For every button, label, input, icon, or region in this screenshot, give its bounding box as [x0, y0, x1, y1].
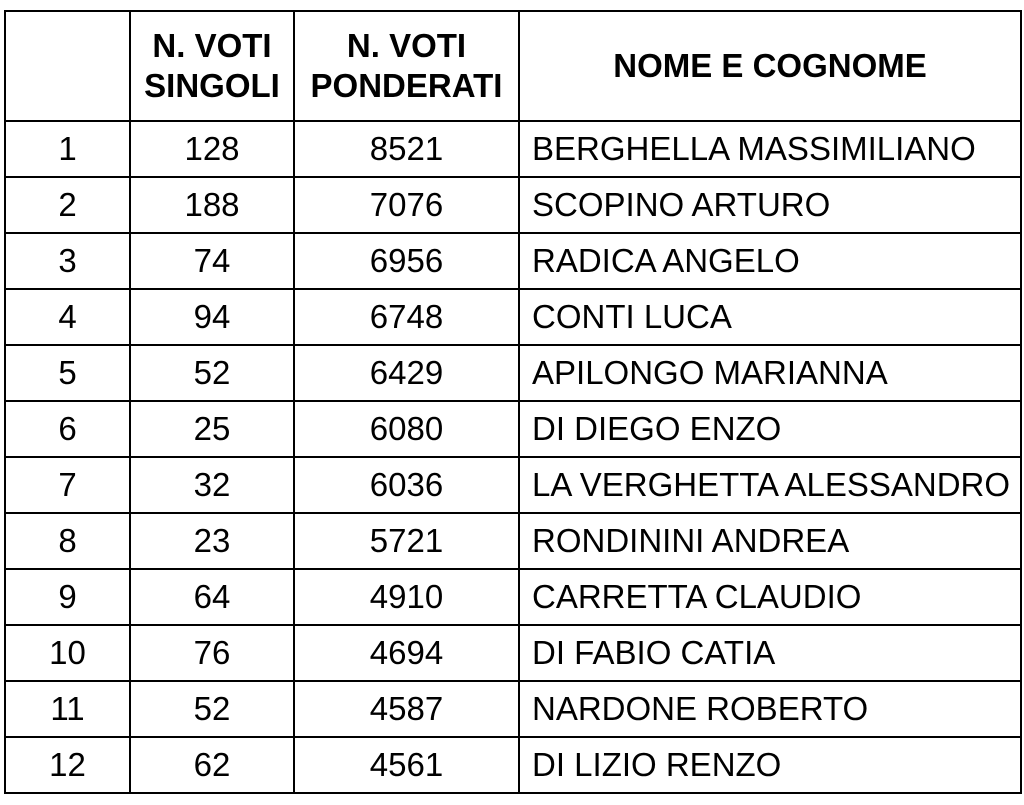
cell-rank: 12 — [5, 737, 130, 793]
cell-single-votes: 76 — [130, 625, 294, 681]
cell-single-votes: 25 — [130, 401, 294, 457]
cell-single-votes: 74 — [130, 233, 294, 289]
cell-single-votes: 52 — [130, 681, 294, 737]
cell-rank: 9 — [5, 569, 130, 625]
cell-single-votes: 94 — [130, 289, 294, 345]
header-name: NOME E COGNOME — [519, 11, 1021, 121]
cell-single-votes: 32 — [130, 457, 294, 513]
cell-name: DI DIEGO ENZO — [519, 401, 1021, 457]
cell-weighted-votes: 4694 — [294, 625, 519, 681]
cell-rank: 11 — [5, 681, 130, 737]
cell-single-votes: 23 — [130, 513, 294, 569]
cell-rank: 6 — [5, 401, 130, 457]
table-row — [5, 177, 1021, 233]
table-row — [5, 401, 1021, 457]
table-row — [5, 569, 1021, 625]
cell-weighted-votes: 6080 — [294, 401, 519, 457]
cell-single-votes: 62 — [130, 737, 294, 793]
cell-rank: 10 — [5, 625, 130, 681]
table-header — [5, 11, 1021, 121]
table-row — [5, 289, 1021, 345]
cell-name: LA VERGHETTA ALESSANDRO — [519, 457, 1021, 513]
table-row — [5, 345, 1021, 401]
cell-single-votes: 52 — [130, 345, 294, 401]
cell-rank: 4 — [5, 289, 130, 345]
cell-weighted-votes: 4910 — [294, 569, 519, 625]
table-row — [5, 681, 1021, 737]
cell-weighted-votes: 6429 — [294, 345, 519, 401]
table-body — [5, 121, 1021, 793]
cell-weighted-votes: 6036 — [294, 457, 519, 513]
cell-name: CONTI LUCA — [519, 289, 1021, 345]
cell-rank: 3 — [5, 233, 130, 289]
cell-name: DI LIZIO RENZO — [519, 737, 1021, 793]
cell-weighted-votes: 8521 — [294, 121, 519, 177]
header-weighted-votes — [294, 11, 519, 121]
header-single-votes — [130, 11, 294, 121]
cell-name: DI FABIO CATIA — [519, 625, 1021, 681]
header-single-votes-line-2: SINGOLI — [144, 67, 280, 104]
cell-name: APILONGO MARIANNA — [519, 345, 1021, 401]
cell-weighted-votes: 6956 — [294, 233, 519, 289]
header-single-votes-line-1: N. VOTI — [152, 27, 272, 64]
cell-rank: 5 — [5, 345, 130, 401]
cell-name: NARDONE ROBERTO — [519, 681, 1021, 737]
table-row — [5, 513, 1021, 569]
cell-weighted-votes: 4561 — [294, 737, 519, 793]
cell-rank: 8 — [5, 513, 130, 569]
table-row — [5, 737, 1021, 793]
table-row — [5, 233, 1021, 289]
header-row — [5, 11, 1021, 121]
cell-weighted-votes: 6748 — [294, 289, 519, 345]
cell-weighted-votes: 5721 — [294, 513, 519, 569]
cell-rank: 1 — [5, 121, 130, 177]
cell-rank: 7 — [5, 457, 130, 513]
table-row — [5, 121, 1021, 177]
header-weighted-votes-line-1: N. VOTI — [346, 27, 467, 64]
cell-single-votes: 128 — [130, 121, 294, 177]
results-table — [4, 10, 1022, 794]
header-weighted-votes-line-2: PONDERATI — [310, 67, 503, 104]
cell-single-votes: 64 — [130, 569, 294, 625]
cell-name: RADICA ANGELO — [519, 233, 1021, 289]
table-row — [5, 457, 1021, 513]
cell-single-votes: 188 — [130, 177, 294, 233]
header-rank — [5, 11, 130, 121]
cell-name: BERGHELLA MASSIMILIANO — [519, 121, 1021, 177]
cell-rank: 2 — [5, 177, 130, 233]
cell-weighted-votes: 4587 — [294, 681, 519, 737]
cell-weighted-votes: 7076 — [294, 177, 519, 233]
table-row — [5, 625, 1021, 681]
cell-name: SCOPINO ARTURO — [519, 177, 1021, 233]
cell-name: RONDININI ANDREA — [519, 513, 1021, 569]
cell-name: CARRETTA CLAUDIO — [519, 569, 1021, 625]
